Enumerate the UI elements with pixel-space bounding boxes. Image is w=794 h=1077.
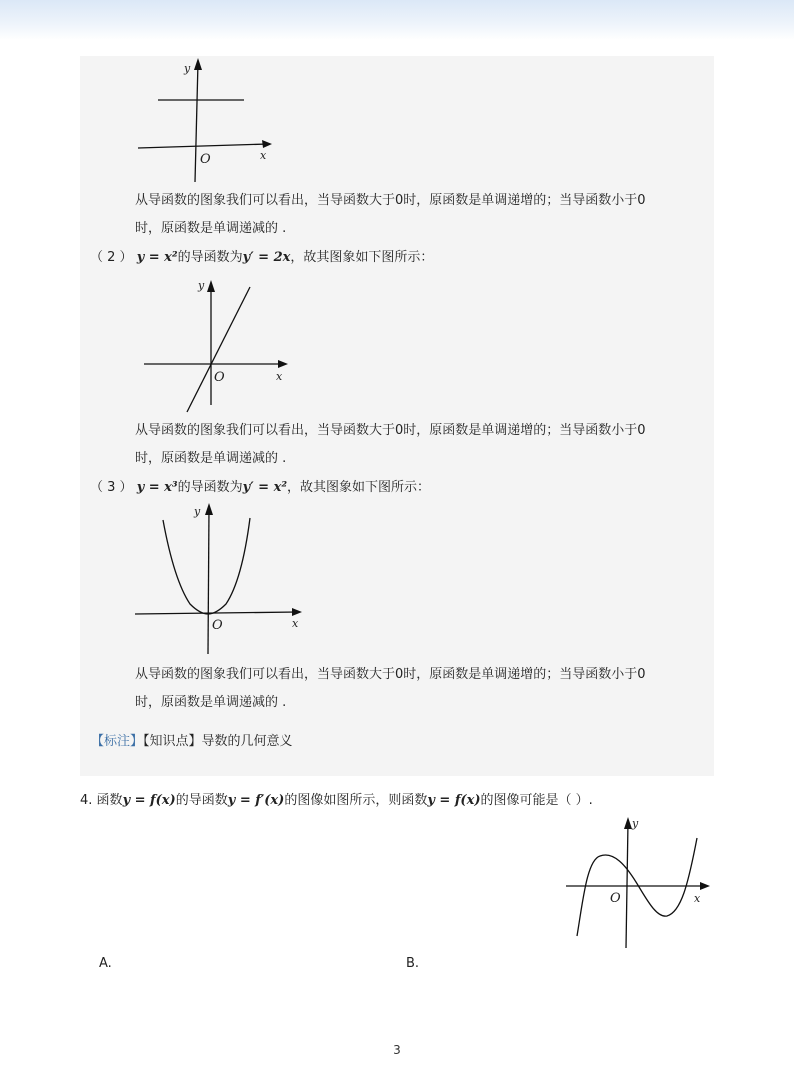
q4-text-4: 的图像可能是（ ）. bbox=[480, 793, 593, 808]
x-axis-label: x bbox=[276, 370, 283, 383]
x-axis-label: x bbox=[694, 892, 701, 905]
y-axis-arrow bbox=[624, 817, 632, 829]
part-3-number: （ 3 ） bbox=[90, 480, 133, 495]
note-content: 【知识点】导数的几何意义 bbox=[143, 734, 293, 749]
part-3-derivative: y′ = x² bbox=[242, 480, 288, 495]
part-2-function: y = x² bbox=[136, 250, 178, 265]
option-b-label[interactable]: B. bbox=[406, 956, 420, 971]
y-axis-label: y bbox=[194, 505, 201, 518]
origin-label: O bbox=[610, 891, 621, 906]
y-axis-label: y bbox=[198, 279, 205, 292]
part-3-statement bbox=[90, 479, 430, 497]
x-axis-label: x bbox=[260, 149, 267, 162]
explain-3-line-2: 时，原函数是单调递减的 . bbox=[135, 695, 287, 710]
origin-label: O bbox=[214, 370, 225, 385]
explain-2-line-2: 时，原函数是单调递减的 . bbox=[135, 451, 287, 466]
explain-1-line-2: 时，原函数是单调递减的 . bbox=[135, 221, 287, 236]
q4-text-1: 函数 bbox=[96, 793, 123, 808]
option-a-label[interactable]: A. bbox=[99, 956, 112, 971]
part-2-number: （ 2 ） bbox=[90, 250, 133, 265]
part-2-tail: ，故其图象如下图所示： bbox=[290, 250, 434, 265]
y-axis-label: y bbox=[184, 62, 191, 75]
y-axis-label: y bbox=[632, 817, 639, 830]
origin-label: O bbox=[212, 618, 223, 633]
question-4-statement bbox=[80, 792, 593, 810]
q4-text-2: 的导函数 bbox=[175, 793, 228, 808]
origin-label: O bbox=[200, 152, 211, 167]
q4-formula-1: y = f(x) bbox=[122, 793, 176, 808]
y-axis-line bbox=[626, 822, 628, 948]
part-2-mid: 的导函数为 bbox=[177, 250, 243, 265]
x-axis-label: x bbox=[292, 617, 299, 630]
q4-text-3: 的图像如图所示，则函数 bbox=[284, 793, 428, 808]
explain-2-line-1: 从导函数的图象我们可以看出，当导函数大于0时，原函数是单调递增的；当导函数小于0 bbox=[135, 423, 646, 438]
explain-1-line-1: 从导函数的图象我们可以看出，当导函数大于0时，原函数是单调递增的；当导函数小于0 bbox=[135, 193, 646, 208]
question-number: 4. bbox=[80, 793, 93, 808]
q4-formula-2: y = f′(x) bbox=[227, 793, 285, 808]
note-tag: 【标注】 bbox=[91, 734, 144, 749]
derivative-curve bbox=[577, 838, 697, 936]
part-2-derivative: y′ = 2x bbox=[242, 250, 291, 265]
page-number: 3 bbox=[393, 1043, 401, 1057]
part-2-statement bbox=[90, 249, 433, 267]
x-axis-arrow bbox=[700, 882, 710, 890]
q4-formula-3: y = f(x) bbox=[427, 793, 481, 808]
knowledge-note bbox=[91, 733, 293, 751]
part-3-tail: ，故其图象如下图所示： bbox=[287, 480, 431, 495]
part-3-mid: 的导函数为 bbox=[177, 480, 243, 495]
part-3-function: y = x³ bbox=[136, 480, 178, 495]
header-band bbox=[0, 0, 794, 40]
explain-3-line-1: 从导函数的图象我们可以看出，当导函数大于0时，原函数是单调递增的；当导函数小于0 bbox=[135, 667, 646, 682]
